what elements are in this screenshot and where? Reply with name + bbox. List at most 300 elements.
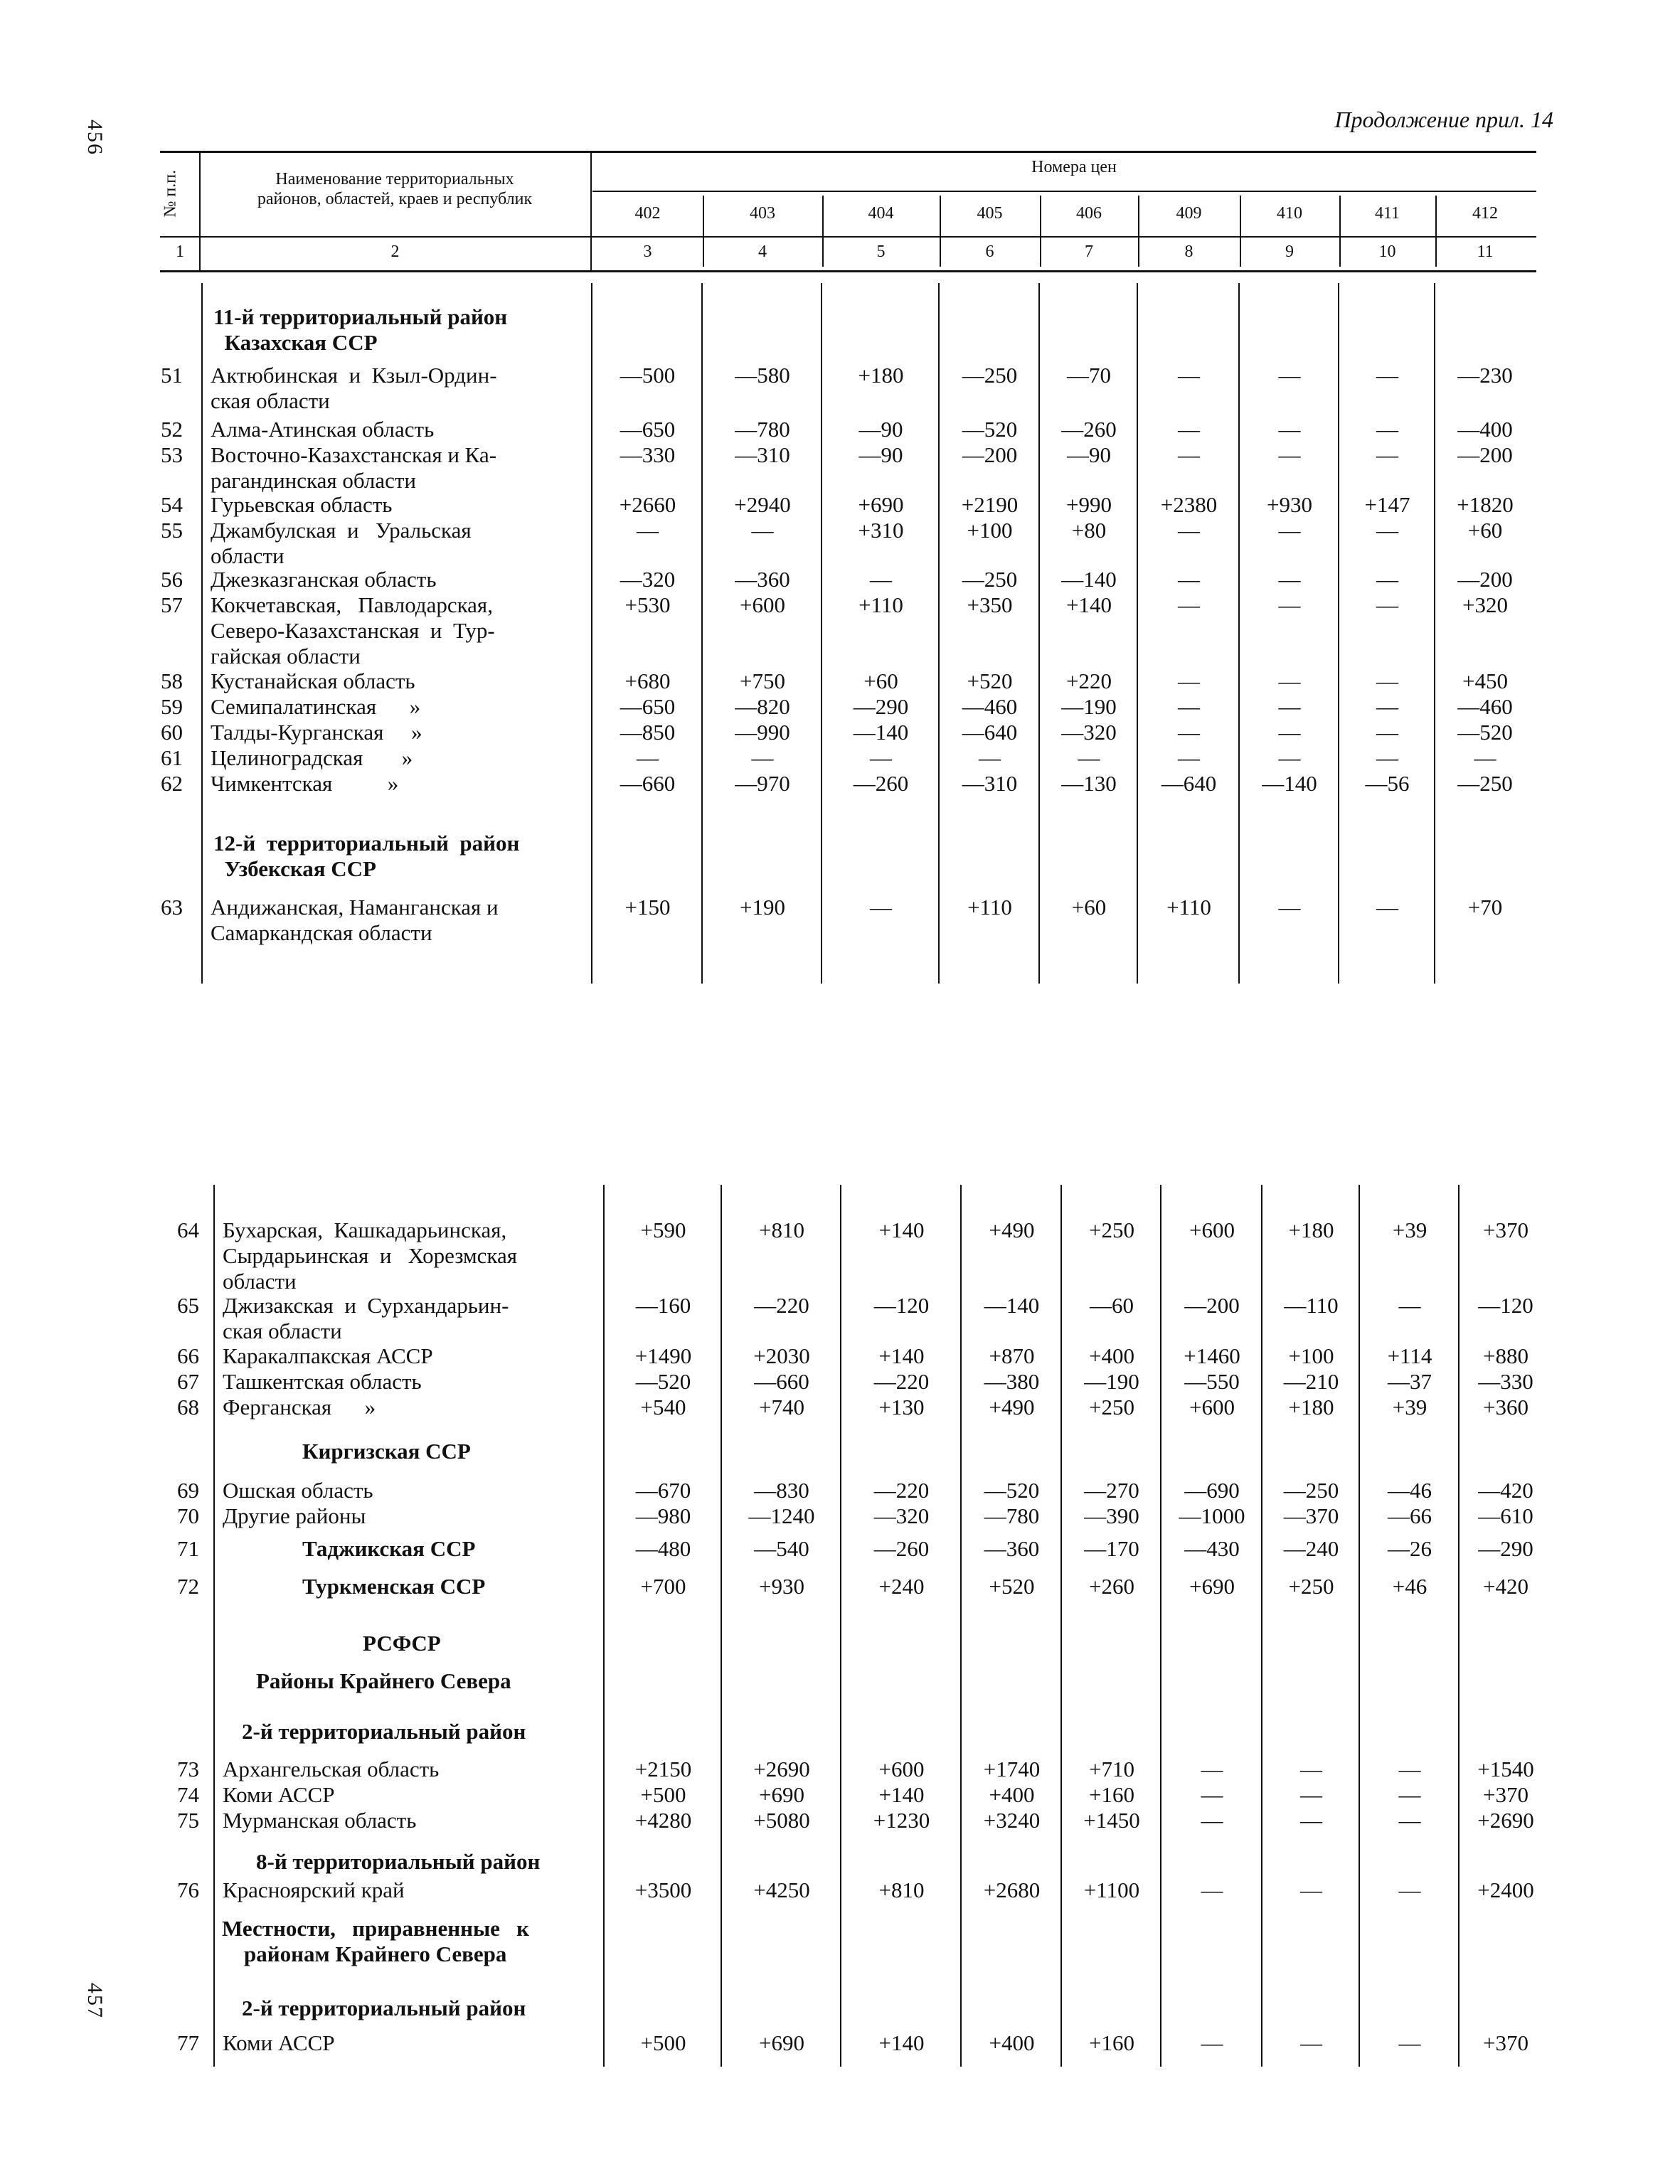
row-value: —690	[1184, 1478, 1240, 1503]
header-col-index: 10	[1378, 243, 1396, 261]
row-value: —190	[1084, 1369, 1139, 1394]
row-value: —	[1178, 694, 1200, 719]
row-value: +140	[878, 1218, 925, 1242]
row-value: —	[1398, 1782, 1421, 1807]
row-value: +400	[989, 2030, 1035, 2055]
row-value: +240	[878, 1574, 925, 1599]
row-value: +690	[1189, 1574, 1235, 1599]
header-divider-num	[199, 151, 201, 270]
row-value: —	[1376, 363, 1398, 388]
row-number: 72	[177, 1574, 199, 1599]
row-value: —	[1300, 1757, 1322, 1781]
row-value: —	[637, 518, 659, 543]
page-number-top: 456	[83, 119, 107, 156]
row-value: +930	[759, 1574, 804, 1599]
row-value: —520	[962, 417, 1018, 442]
row-value: +600	[1189, 1218, 1235, 1242]
row-number: 73	[177, 1757, 199, 1781]
header-price-number: 404	[868, 204, 894, 223]
row-value: —	[1278, 592, 1301, 617]
row-number: 74	[177, 1782, 199, 1807]
row-value: —310	[962, 771, 1018, 796]
row-value: —220	[754, 1293, 809, 1318]
row-value: —320	[620, 567, 676, 592]
row-value: +370	[1483, 1782, 1529, 1807]
row-value: —230	[1457, 363, 1513, 388]
header-price-number: 412	[1472, 204, 1498, 223]
row-value: +1490	[634, 1343, 692, 1368]
row-value: +990	[1066, 492, 1112, 517]
row-value: —1000	[1179, 1503, 1245, 1528]
row-value: —580	[735, 363, 790, 388]
row-value: +930	[1267, 492, 1312, 517]
row-value: +880	[1483, 1343, 1529, 1368]
row-number: 66	[177, 1343, 199, 1368]
row-value: —	[1300, 2030, 1322, 2055]
row-name: Актюбинская и Кзыл-Ордин- ская области	[211, 363, 497, 413]
row-value: +160	[1089, 1782, 1134, 1807]
row-number: 60	[161, 720, 183, 745]
row-value: +110	[1166, 895, 1211, 920]
row-value: +250	[1089, 1218, 1134, 1242]
row-value: —	[1376, 694, 1398, 719]
row-value: —	[1201, 1808, 1223, 1833]
row-number: 65	[177, 1293, 199, 1318]
row-value: —	[1278, 694, 1301, 719]
row-number: 59	[161, 694, 183, 719]
row-number: 67	[177, 1369, 199, 1394]
row-value: —640	[962, 720, 1018, 745]
row-value: +520	[967, 668, 1013, 693]
section-heading: 2-й территориальный район	[242, 1996, 526, 2020]
row-value: —	[1398, 1757, 1421, 1781]
row-value: —220	[873, 1369, 930, 1394]
row-name: Гурьевская область	[211, 492, 393, 517]
row-value: +180	[858, 363, 904, 388]
row-value: —	[1376, 895, 1398, 920]
row-value: —66	[1388, 1503, 1432, 1528]
row-name: Джамбулская и Уральская области	[211, 518, 472, 568]
row-value: +3500	[634, 1877, 692, 1902]
header-col-index: 1	[176, 243, 184, 261]
row-value: +140	[1066, 592, 1112, 617]
section-heading: 2-й территориальный район	[242, 1719, 526, 1744]
row-value: —120	[1478, 1293, 1533, 1318]
section-heading: РСФСР	[363, 1631, 441, 1656]
row-value: —	[1201, 2030, 1223, 2055]
row-value: +420	[1483, 1574, 1529, 1599]
row-value: +600	[878, 1757, 925, 1781]
row-value: +1100	[1083, 1877, 1140, 1902]
row-value: +370	[1483, 2030, 1529, 2055]
row-value: —830	[754, 1478, 809, 1503]
row-value: —	[1398, 1293, 1421, 1318]
row-value: +2150	[634, 1757, 692, 1781]
row-value: —70	[1067, 363, 1111, 388]
prices-group-rule	[592, 191, 1536, 192]
row-value: —	[1376, 567, 1398, 592]
header-col-index: 9	[1285, 243, 1294, 261]
row-value: +740	[759, 1395, 804, 1419]
row-value: —130	[1061, 771, 1117, 796]
row-value: —250	[962, 567, 1018, 592]
row-value: +60	[1071, 895, 1107, 920]
row-value: +450	[1462, 668, 1508, 693]
header-price-number: 406	[1076, 204, 1102, 223]
row-number: 52	[161, 417, 183, 442]
row-value: —1240	[748, 1503, 815, 1528]
row-value: —	[1201, 1877, 1223, 1902]
row-value: —	[1178, 745, 1200, 770]
row-value: —650	[620, 694, 676, 719]
row-value: +400	[1089, 1343, 1134, 1368]
row-value: +140	[878, 1343, 925, 1368]
header-col-index: 6	[985, 243, 994, 261]
row-number: 58	[161, 668, 183, 693]
row-value: +4280	[634, 1808, 692, 1833]
row-value: —140	[1262, 771, 1317, 796]
row-value: —	[1178, 720, 1200, 745]
row-value: —	[1376, 518, 1398, 543]
row-name: Семипалатинская »	[211, 694, 421, 719]
row-value: —	[1398, 1877, 1421, 1902]
row-value: —46	[1388, 1478, 1432, 1503]
row-value: +540	[640, 1395, 686, 1419]
row-name: Чимкентская »	[211, 771, 399, 796]
row-value: —520	[984, 1478, 1040, 1503]
row-value: +360	[1483, 1395, 1529, 1419]
row-value: +140	[878, 2030, 925, 2055]
row-name: Восточно-Казахстанская и Ка- рагандинская области	[211, 442, 497, 493]
row-value: —460	[962, 694, 1018, 719]
section-heading: Районы Крайнего Севера	[256, 1668, 511, 1693]
row-value: —	[1178, 417, 1200, 442]
row-value: +100	[1288, 1343, 1334, 1368]
row-value: +110	[858, 592, 903, 617]
row-name: Коми АССР	[223, 1782, 335, 1807]
header-price-number: 411	[1374, 204, 1400, 223]
row-value: +39	[1392, 1395, 1428, 1419]
row-value: —	[870, 745, 892, 770]
row-value: +130	[878, 1395, 925, 1419]
row-value: —	[1376, 745, 1398, 770]
header-col-index: 11	[1477, 243, 1494, 261]
row-value: —	[1201, 1757, 1223, 1781]
row-value: +4250	[753, 1877, 810, 1902]
row-value: +320	[1462, 592, 1508, 617]
row-value: —310	[735, 442, 790, 467]
header-price-number: 402	[634, 204, 661, 223]
row-value: —210	[1283, 1369, 1339, 1394]
row-value: —	[1278, 363, 1301, 388]
row-value: +2690	[1477, 1808, 1534, 1833]
row-number: 64	[177, 1218, 199, 1242]
row-value: +180	[1288, 1218, 1334, 1242]
row-value: —	[1078, 745, 1100, 770]
row-value: —90	[858, 442, 903, 467]
row-value: —390	[1084, 1503, 1139, 1528]
header-top-rule	[160, 151, 1536, 153]
row-value: +520	[989, 1574, 1035, 1599]
row-value: —	[1474, 745, 1496, 770]
row-number: 76	[177, 1877, 199, 1902]
row-number: 75	[177, 1808, 199, 1833]
row-value: +500	[640, 2030, 686, 2055]
row-value: +690	[858, 492, 904, 517]
row-value: +70	[1467, 895, 1503, 920]
row-number: 54	[161, 492, 183, 517]
row-value: +490	[989, 1395, 1035, 1419]
row-value: +870	[989, 1343, 1035, 1368]
bottom-table-left-rule	[213, 1185, 215, 2067]
row-number: 71	[177, 1536, 199, 1561]
row-number: 70	[177, 1503, 199, 1528]
header-col-index: 5	[876, 243, 886, 261]
row-name: Кустанайская область	[211, 668, 415, 693]
row-value: —170	[1084, 1536, 1139, 1561]
row-value: —	[1178, 592, 1200, 617]
row-number: 63	[161, 895, 183, 920]
row-value: —60	[1090, 1293, 1134, 1318]
row-value: —520	[635, 1369, 691, 1394]
row-value: +260	[1089, 1574, 1134, 1599]
row-value: +530	[624, 592, 671, 617]
row-value: —	[1178, 442, 1200, 467]
row-value: —500	[620, 363, 676, 388]
row-value: —660	[754, 1369, 809, 1394]
row-value: —550	[1184, 1369, 1240, 1394]
row-value: —380	[984, 1369, 1040, 1394]
row-value: +310	[858, 518, 904, 543]
row-value: —	[1398, 1808, 1421, 1833]
header-bottom-rule	[160, 270, 1536, 272]
row-value: —	[1278, 518, 1301, 543]
row-number: 61	[161, 745, 183, 770]
row-value: +2680	[983, 1877, 1041, 1902]
row-value: —110	[1284, 1293, 1339, 1318]
row-value: +500	[640, 1782, 686, 1807]
row-value: —270	[1084, 1478, 1139, 1503]
row-value: —330	[620, 442, 676, 467]
row-value: +2660	[619, 492, 676, 517]
row-value: —	[1178, 518, 1200, 543]
row-value: —370	[1283, 1503, 1339, 1528]
section-heading: Местности, приравненные к районам Крайнего Севера	[222, 1916, 530, 1966]
row-value: —460	[1457, 694, 1513, 719]
row-value: —	[1278, 668, 1301, 693]
row-value: +150	[624, 895, 671, 920]
row-value: —140	[1061, 567, 1117, 592]
row-value: —	[1300, 1877, 1322, 1902]
row-name: Мурманская область	[223, 1808, 417, 1833]
row-value: +190	[740, 895, 785, 920]
section-heading: 12-й территориальный район Узбекская ССР	[213, 831, 520, 881]
row-value: —	[1278, 895, 1301, 920]
section-heading: 11-й территориальный район Казахская ССР	[213, 304, 508, 355]
row-value: +750	[740, 668, 785, 693]
row-value: +2400	[1477, 1877, 1534, 1902]
row-value: —	[1178, 363, 1200, 388]
row-value: —	[1376, 720, 1398, 745]
row-value: —120	[873, 1293, 930, 1318]
row-value: +2380	[1160, 492, 1218, 517]
row-name: Бухарская, Кашкадарьинская, Сырдарьинская и Хорезмская области	[223, 1218, 518, 1294]
row-value: —	[1278, 417, 1301, 442]
header-price-number: 405	[977, 204, 1003, 223]
row-value: —160	[635, 1293, 691, 1318]
row-value: —670	[635, 1478, 691, 1503]
row-value: —820	[735, 694, 790, 719]
row-value: —420	[1478, 1478, 1533, 1503]
header-name-col: Наименование территориальных районов, областей, краев и республик	[257, 170, 533, 208]
row-name: Другие районы	[223, 1503, 366, 1528]
header-col-index: 2	[390, 243, 400, 261]
row-value: —610	[1478, 1503, 1533, 1528]
header-price-number: 410	[1277, 204, 1302, 223]
row-value: —200	[1184, 1293, 1240, 1318]
row-name: Ферганская »	[223, 1395, 376, 1419]
row-value: —540	[754, 1536, 809, 1561]
row-value: —650	[620, 417, 676, 442]
row-value: —320	[1061, 720, 1117, 745]
row-value: +160	[1089, 2030, 1134, 2055]
row-value: +400	[989, 1782, 1035, 1807]
row-name: Талды-Курганская »	[211, 720, 422, 745]
row-value: —360	[984, 1536, 1040, 1561]
row-value: +1460	[1184, 1343, 1240, 1368]
row-value: —260	[853, 771, 909, 796]
row-number: 56	[161, 567, 183, 592]
row-number: 55	[161, 518, 183, 543]
row-value: +1740	[983, 1757, 1041, 1781]
row-name: Целиноградская »	[211, 745, 413, 770]
row-value: —190	[1061, 694, 1117, 719]
top-table-left-rule	[201, 283, 203, 984]
row-number: 68	[177, 1395, 199, 1419]
row-name: Джезказганская область	[211, 567, 437, 592]
row-number: 57	[161, 592, 183, 617]
row-value: —90	[858, 417, 903, 442]
row-value: —	[1376, 442, 1398, 467]
row-name: Каракалпакская АССР	[223, 1343, 433, 1368]
row-value: +114	[1387, 1343, 1432, 1368]
header-mid-rule	[160, 236, 1536, 238]
row-value: —290	[1478, 1536, 1533, 1561]
continuation-label: Продолжение прил. 14	[1334, 107, 1553, 132]
header-num-col: № п.п.	[161, 169, 180, 218]
row-value: —	[1278, 442, 1301, 467]
row-value: +2030	[753, 1343, 810, 1368]
row-value: —	[1178, 668, 1200, 693]
row-value: —	[1398, 2030, 1421, 2055]
row-value: —90	[1067, 442, 1111, 467]
header-prices-group: Номера цен	[1031, 158, 1117, 176]
row-value: —	[870, 895, 892, 920]
row-value: —140	[984, 1293, 1040, 1318]
row-value: +690	[759, 2030, 804, 2055]
row-value: —37	[1388, 1369, 1432, 1394]
row-value: +1450	[1083, 1808, 1140, 1833]
row-value: —	[1278, 745, 1301, 770]
row-value: +810	[759, 1218, 804, 1242]
row-number: 62	[161, 771, 183, 796]
row-value: —200	[1457, 567, 1513, 592]
header-col-index: 3	[643, 243, 652, 261]
row-value: —220	[873, 1478, 930, 1503]
row-value: —	[751, 745, 774, 770]
row-name: Андижанская, Наманганская и Самаркандская области	[211, 895, 499, 945]
row-value: —	[1376, 417, 1398, 442]
row-value: +250	[1089, 1395, 1134, 1419]
row-value: —360	[735, 567, 790, 592]
row-value: +80	[1071, 518, 1107, 543]
row-value: —250	[962, 363, 1018, 388]
row-value: —240	[1283, 1536, 1339, 1561]
row-value: +2690	[753, 1757, 810, 1781]
row-value: —480	[635, 1536, 691, 1561]
row-value: +250	[1288, 1574, 1334, 1599]
row-value: —	[1178, 567, 1200, 592]
row-name: Красноярский край	[223, 1877, 405, 1902]
row-value: +600	[1189, 1395, 1235, 1419]
row-number: 51	[161, 363, 183, 388]
header-divider-name	[590, 151, 592, 270]
row-name: Туркменская ССР	[302, 1574, 486, 1599]
row-name: Коми АССР	[223, 2030, 335, 2055]
row-value: +350	[967, 592, 1013, 617]
row-value: —990	[735, 720, 790, 745]
header-col-index: 8	[1184, 243, 1193, 261]
row-value: —	[1376, 668, 1398, 693]
row-value: +147	[1364, 492, 1410, 517]
row-value: +2190	[961, 492, 1019, 517]
row-value: +710	[1089, 1757, 1134, 1781]
header-col-index: 4	[758, 243, 767, 261]
row-value: —640	[1161, 771, 1217, 796]
row-value: —	[870, 567, 892, 592]
row-value: —	[1376, 592, 1398, 617]
row-value: +490	[989, 1218, 1035, 1242]
row-value: —260	[1061, 417, 1117, 442]
row-value: —320	[873, 1503, 930, 1528]
row-value: —	[1300, 1782, 1322, 1807]
row-value: —520	[1457, 720, 1513, 745]
row-value: —660	[620, 771, 676, 796]
row-value: +1230	[873, 1808, 930, 1833]
section-heading: 8-й территориальный район	[256, 1849, 541, 1874]
row-value: +180	[1288, 1395, 1334, 1419]
row-number: 69	[177, 1478, 199, 1503]
row-value: —400	[1457, 417, 1513, 442]
row-value: —	[979, 745, 1001, 770]
row-value: +60	[863, 668, 898, 693]
row-name: Кокчетавская, Павлодарская, Северо-Казахстанская и Тур- гайская области	[211, 592, 495, 668]
row-value: +100	[967, 518, 1013, 543]
row-name: Таджикская ССР	[302, 1536, 476, 1561]
header-col-index: 7	[1085, 243, 1093, 261]
row-name: Джизакская и Сурхандарьин- ская области	[223, 1293, 509, 1343]
row-value: +39	[1392, 1218, 1428, 1242]
row-value: +5080	[753, 1808, 810, 1833]
row-value: +220	[1066, 668, 1112, 693]
section-heading: Киргизская ССР	[302, 1439, 471, 1464]
row-value: —140	[853, 720, 909, 745]
row-name: Архангельская область	[223, 1757, 440, 1781]
row-value: —	[1278, 567, 1301, 592]
row-value: —330	[1478, 1369, 1533, 1394]
row-number: 77	[177, 2030, 199, 2055]
row-value: +140	[878, 1782, 925, 1807]
